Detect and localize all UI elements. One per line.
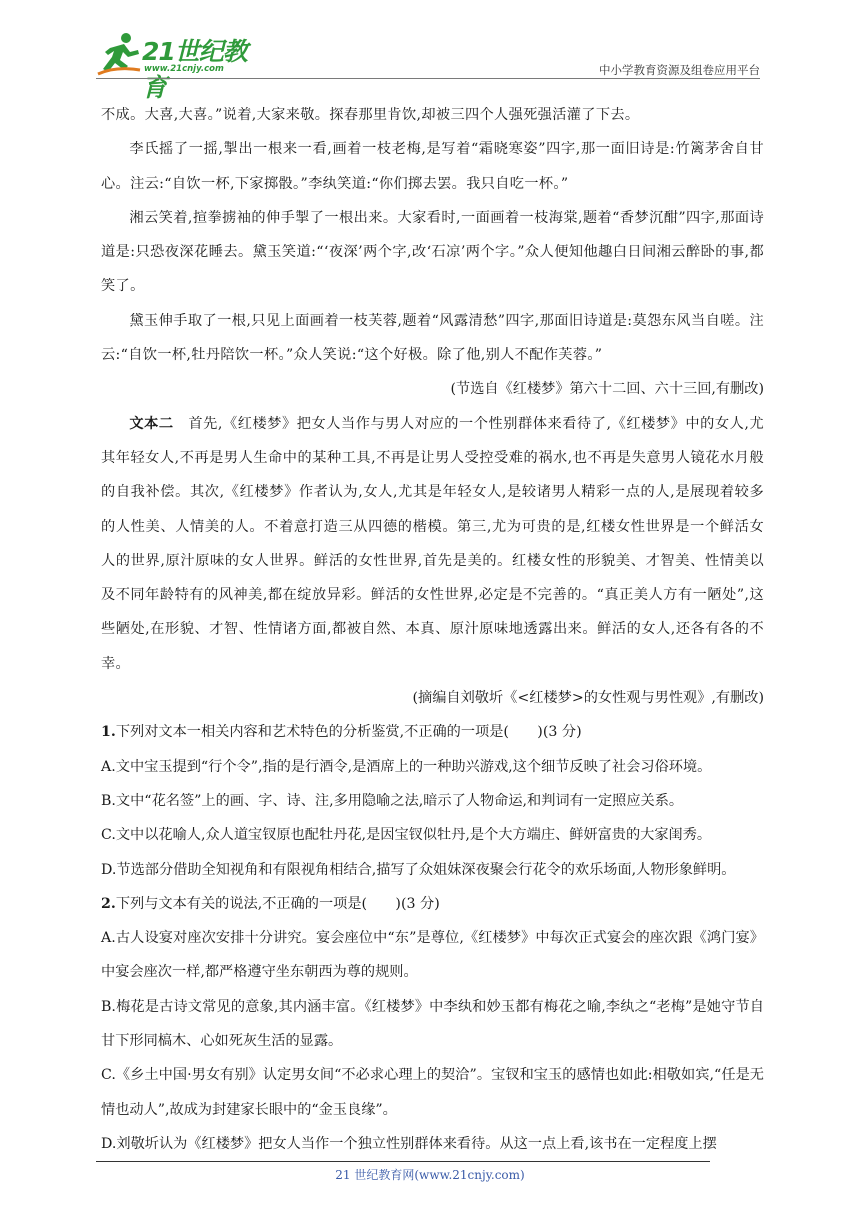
- text2-label: 文本二: [129, 415, 174, 432]
- question-2-option-b: B.梅花是古诗文常见的意象,其内涵丰富。《红楼梦》中李纨和妙玉都有梅花之喻,李纨之“老梅”是她守节自甘下形同槁木、心如死灰生活的显露。: [101, 998, 764, 1050]
- question-1-stem: 下列对文本一相关内容和艺术特色的分析鉴赏,不正确的一项是( )(3 分): [115, 724, 582, 741]
- question-1-option-c: C.文中以花喻人,众人道宝钗原也配牡丹花,是因宝钗似牡丹,是个大方端庄、鲜妍富贵的大家闺秀。: [101, 827, 712, 844]
- question-1-option-a: A.文中宝玉提到“行个令”,指的是行酒令,是酒席上的一种助兴游戏,这个细节反映了社会习俗环境。: [101, 758, 712, 775]
- question-2-option-c: C.《乡土中国·男女有别》认定男女间“不必求心理上的契洽”。宝钗和宝玉的感情也如此:相敬如宾,“任是无情也动人”,故成为封建家长眼中的“金玉良缘”。: [101, 1067, 764, 1118]
- question-1-number: 1.: [101, 724, 116, 741]
- text1-paragraph-3: 湘云笑着,揎拳掳袖的伸手掣了一根出来。大家看时,一面画着一枝海棠,题着“香梦沉酣”四字,那面诗道是:只恐夜深花睡去。黛玉笑道:“‘夜深’两个字,改‘石凉’两个字。”众人便知他趣白日间湘云醉卧的事,都笑了。: [101, 209, 764, 295]
- question-2: [101, 887, 764, 921]
- logo-text: 21世纪教育: [142, 37, 247, 102]
- runner-logo-icon: [96, 30, 142, 76]
- logo-url: www.21cnjy.com: [144, 64, 224, 74]
- text1-paragraph-4: 黛玉伸手取了一根,只见上面画着一枝芙蓉,题着“风露清愁”四字,那面旧诗道是:莫怨东风当自嗟。注云:“自饮一杯,牡丹陪饮一杯。”众人笑说:“这个好极。除了他,别人不配作芙蓉。”: [101, 312, 764, 364]
- text1-paragraph-2: 李氏摇了一摇,掣出一根来一看,画着一枝老梅,是写着“霜晓寒姿”四字,那一面旧诗是:竹篱茅舍自甘心。注云:“自饮一杯,下家掷骰。”李纨笑道:“你们掷去罢。我只自吃一杯。”: [101, 141, 764, 192]
- text1-source: (节选自《红楼梦》第六十二回、六十三回,有删改): [450, 381, 764, 398]
- text1-paragraph-1: 不成。大喜,大喜。”说着,大家来敬。探春那里肯饮,却被三四个人强死强活灌了下去。: [101, 107, 640, 123]
- text2-paragraph: [101, 407, 764, 681]
- question-1: [101, 715, 764, 749]
- footer-divider: [96, 1161, 710, 1162]
- page-footer[interactable]: 21 世纪教育网(www.21cnjy.com): [335, 1168, 525, 1182]
- question-2-stem: 下列与文本有关的说法,不正确的一项是( )(3 分): [115, 895, 440, 912]
- platform-tagline: 中小学教育资源及组卷应用平台: [599, 63, 760, 77]
- page-header: [96, 30, 760, 102]
- document-body: [101, 98, 764, 1161]
- question-2-option-a: A.古人设宴对座次安排十分讲究。宴会座位中“东”是尊位,《红楼梦》中每次正式宴会的座次跟《鸿门宴》中宴会座次一样,都严格遵守坐东朝西为尊的规则。: [101, 930, 764, 981]
- question-1-option-d: D.节选部分借助全知视角和有限视角相结合,描写了众姐妹深夜聚会行花令的欢乐场面,人物形象鲜明。: [101, 861, 736, 878]
- question-2-number: 2.: [101, 895, 116, 912]
- question-2-option-d: D.刘敬圻认为《红楼梦》把女人当作一个独立性别群体来看待。从这一点上看,该书在一定程度上摆: [101, 1135, 717, 1152]
- text2-source: (摘编自刘敬圻《<红楼梦>的女性观与男性观》,有删改): [412, 690, 764, 707]
- header-divider: [96, 78, 760, 79]
- question-1-option-b: B.文中“花名签”上的画、字、诗、注,多用隐喻之法,暗示了人物命运,和判词有一定照应关系。: [101, 792, 684, 809]
- text2-body: 首先,《红楼梦》把女人当作与男人对应的一个性别群体来看待了,《红楼梦》中的女人,尤其年轻女人,不再是男人生命中的某种工具,不再是让男人受控受难的祸水,也不再是失意男人镜花水月般的自我补偿。其次,《红楼梦》作者认为,女人,尤其是年轻女人,是较诸男人精彩一点的人,是展现着较多的人性美、人情美的人。不着意打造三从四德的楷模。第三,尤为可贵的是,红楼女性世界是一个鲜活女人的世界,原汁原味的女人世界。鲜活的女性世界,首先是美的。红楼女性的形貌美、才智美、性情美以及不同年龄特有的风神美,都在绽放异彩。鲜活的女性世界,必定是不完善的。“真正美人方有一陋处”,这些陋处,在形貌、才智、性情诸方面,都被自然、本真、原汁原味地透露出来。鲜活的女人,还各有各的不幸。: [101, 415, 764, 672]
- site-logo[interactable]: [96, 30, 266, 102]
